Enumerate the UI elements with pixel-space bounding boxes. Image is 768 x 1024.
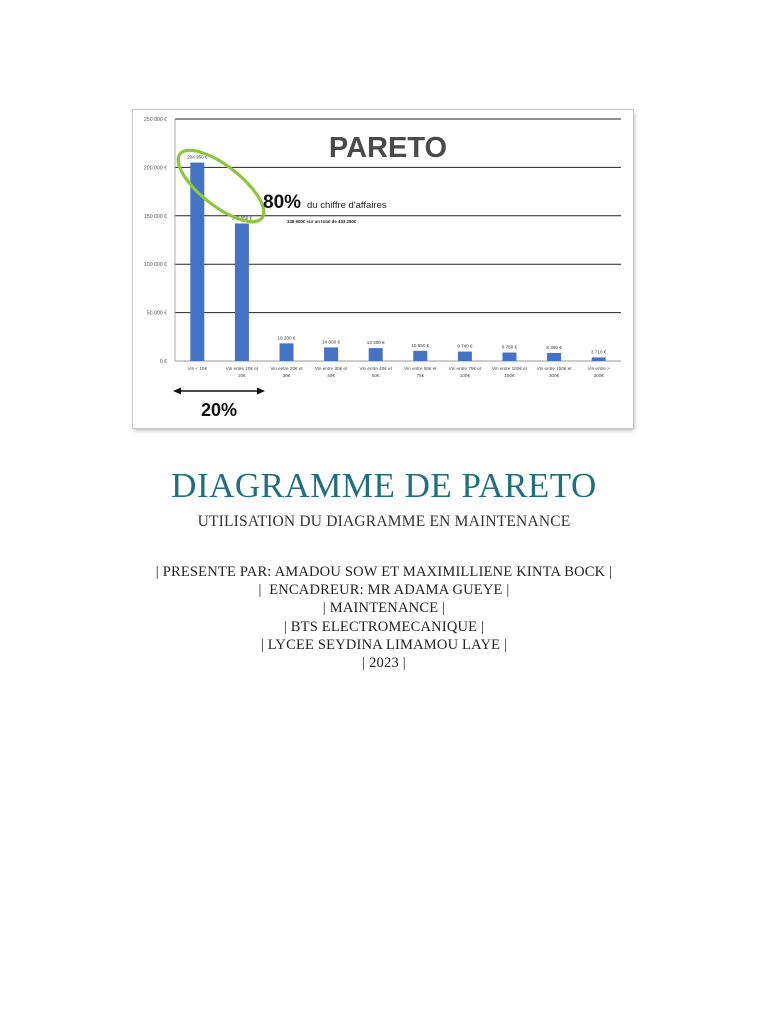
- credit-line-supervisor: | ENCADREUR: MR ADAMA GUEYE |: [258, 582, 510, 599]
- bar-value-label: 8 750 €: [501, 344, 518, 350]
- pareto-chart: [133, 110, 633, 428]
- x-tick-label: Vin entre 40€ et 50€: [359, 366, 392, 378]
- x-tick-label: Vin < 10€: [187, 366, 208, 371]
- credit-line-presenters: | PRESENTE PAR: AMADOU SOW ET MAXIMILLIENE KINTA BOCK |: [155, 564, 613, 580]
- bar-value-label: 10 550 €: [411, 342, 430, 348]
- credits-block: [0, 563, 768, 672]
- highlight-ellipse: [168, 138, 275, 234]
- credit-line-school: | LYCEE SEYDINA LIMAMOU LAYE |: [260, 636, 508, 653]
- bar-value-label: 204 950 €: [187, 154, 208, 160]
- bar-value-label: 13 300 €: [366, 340, 385, 346]
- bar: [547, 353, 561, 361]
- bar: [413, 351, 427, 361]
- annotation-percent: 80%: [263, 192, 302, 213]
- range-annotation: 20%: [200, 400, 238, 420]
- bar: [369, 348, 383, 361]
- y-tick-label: 250 000 €: [143, 117, 167, 123]
- x-tick-label: Vin entre 75€ et 100€: [448, 366, 482, 378]
- y-tick-label: 0 €: [159, 359, 167, 365]
- bar: [324, 347, 338, 361]
- bar: [280, 343, 294, 361]
- arrow-head-right: [257, 388, 265, 395]
- credit-line-program: | BTS ELECTROMECANIQUE |: [283, 618, 485, 635]
- bar: [592, 357, 606, 361]
- bar-value-label: 142 050 €: [231, 215, 253, 221]
- x-tick-label: Vin entre 20€ et 30€: [270, 366, 303, 378]
- y-tick-label: 150 000 €: [143, 213, 167, 220]
- pareto-chart-image: [133, 110, 633, 428]
- bar-value-label: 8 300 €: [546, 344, 562, 350]
- x-tick-label: Vin entre > 300€: [587, 366, 610, 378]
- y-tick-label: 200 000 €: [143, 165, 167, 172]
- chart-title: PARETO: [328, 132, 448, 164]
- x-tick-label: Vin entre 30€ et 40€: [314, 366, 348, 378]
- bar-value-label: 14 050 €: [322, 339, 341, 345]
- arrow-head-left: [173, 388, 181, 395]
- x-tick-label: Vin entre 100€ et 150€: [492, 366, 527, 378]
- document-title: DIAGRAMME DE PARETO: [171, 466, 597, 505]
- bar-value-label: 3 710 €: [591, 349, 607, 355]
- annotation-text: du chiffre d'affaires: [307, 200, 387, 211]
- bar-value-label: 18 200 €: [277, 335, 296, 341]
- y-tick-label: 100 000 €: [143, 262, 167, 269]
- x-tick-label: Vin entre 10€ et 20€: [225, 366, 259, 378]
- bar: [235, 223, 249, 361]
- y-tick-label: 50 000 €: [146, 310, 167, 317]
- credit-line-subject: | MAINTENANCE |: [322, 600, 446, 617]
- bar-value-label: 9 740 €: [457, 343, 473, 349]
- x-tick-label: Vin entre 50€ et 75€: [404, 366, 437, 378]
- credit-line-year: | 2023 |: [362, 655, 406, 672]
- annotation-detail: 346 600€ sur un total de 433 250€: [287, 219, 357, 224]
- bar: [503, 353, 517, 361]
- document-subtitle: UTILISATION DU DIAGRAMME EN MAINTENANCE: [197, 513, 571, 530]
- x-tick-label: Vin entre 150€ et 300€: [536, 366, 572, 378]
- bar: [458, 352, 472, 361]
